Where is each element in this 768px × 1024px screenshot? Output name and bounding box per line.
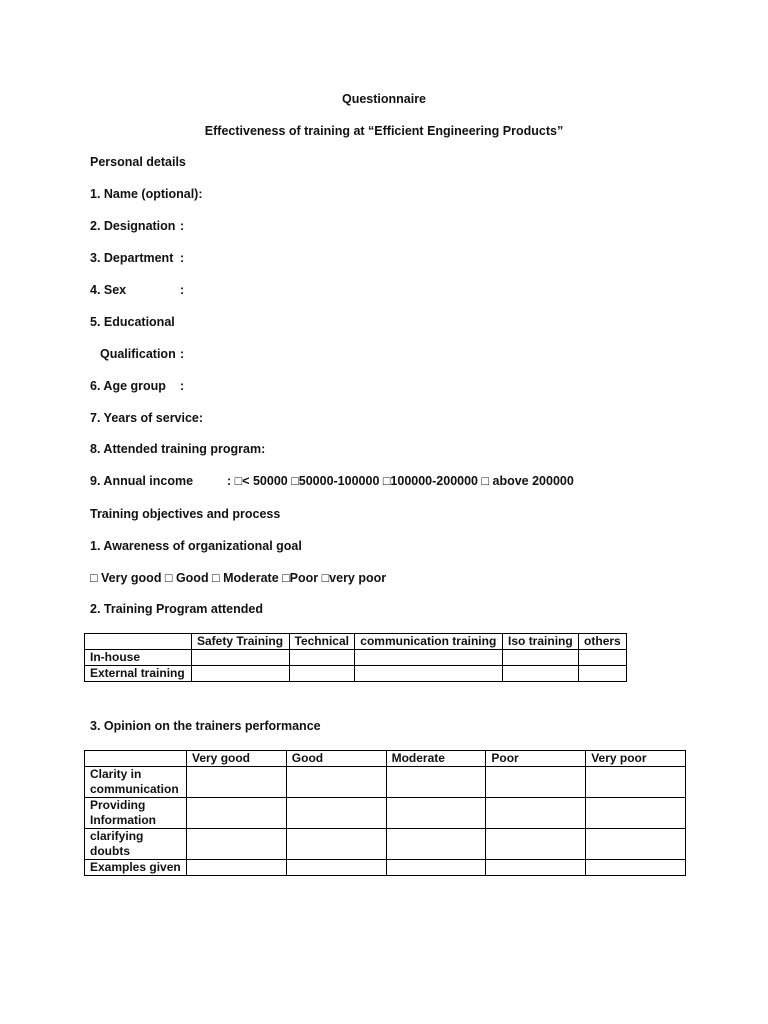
answer-cell[interactable] <box>586 829 686 860</box>
department-label: 3. Department <box>90 251 174 265</box>
table-row <box>85 829 686 860</box>
sex-colon: : <box>180 283 185 297</box>
row-label: In-house <box>85 650 192 666</box>
row-label: Clarity in communication <box>85 767 187 798</box>
answer-cell[interactable] <box>286 798 386 829</box>
sex-label: 4. Sex <box>90 283 127 297</box>
answer-cell[interactable] <box>386 798 486 829</box>
table-header-cell: Moderate <box>386 751 486 767</box>
age-group-label: 6. Age group <box>90 379 166 393</box>
annual-income-options[interactable]: □< 50000 □50000-100000 □100000-200000 □ above 200000 <box>234 474 574 488</box>
answer-cell[interactable] <box>586 860 686 876</box>
awareness-question: 1. Awareness of organizational goal <box>90 539 302 553</box>
table-row <box>85 666 627 682</box>
personal-details-heading: Personal details <box>90 155 186 169</box>
qualification-colon: : <box>180 347 185 361</box>
answer-cell[interactable] <box>386 767 486 798</box>
table-header-cell: Iso training <box>503 634 579 650</box>
answer-cell[interactable] <box>289 666 355 682</box>
answer-cell[interactable] <box>579 666 627 682</box>
table-row <box>85 767 686 798</box>
annual-income-field <box>90 473 574 489</box>
training-objectives-heading: Training objectives and process <box>90 507 281 521</box>
trainer-opinion-question: 3. Opinion on the trainers performance <box>90 719 321 733</box>
answer-cell[interactable] <box>355 666 503 682</box>
answer-cell[interactable] <box>192 666 290 682</box>
answer-cell[interactable] <box>486 829 586 860</box>
attended-training-label: 8. Attended training program: <box>90 442 266 456</box>
table-header-cell <box>85 751 187 767</box>
table-header-row <box>85 751 686 767</box>
answer-cell[interactable] <box>289 650 355 666</box>
answer-cell[interactable] <box>286 860 386 876</box>
answer-cell[interactable] <box>579 650 627 666</box>
answer-cell[interactable] <box>386 829 486 860</box>
answer-cell[interactable] <box>355 650 503 666</box>
answer-cell[interactable] <box>486 798 586 829</box>
qualification-field <box>100 346 184 362</box>
answer-cell[interactable] <box>503 650 579 666</box>
table-row <box>85 860 686 876</box>
age-group-field <box>90 378 184 394</box>
department-colon: : <box>180 251 185 265</box>
row-label: clarifying doubts <box>85 829 187 860</box>
page-title: Questionnaire <box>341 92 427 106</box>
table-header-cell: Technical <box>289 634 355 650</box>
annual-income-colon: : <box>227 474 232 488</box>
table-header-cell: Good <box>286 751 386 767</box>
table-header-cell <box>85 634 192 650</box>
answer-cell[interactable] <box>187 860 287 876</box>
answer-cell[interactable] <box>486 860 586 876</box>
table-header-cell: Very poor <box>586 751 686 767</box>
name-field-label: 1. Name (optional): <box>90 187 203 201</box>
awareness-options[interactable]: □ Very good □ Good □ Moderate □Poor □very poor <box>90 571 387 585</box>
sex-field <box>90 282 184 298</box>
answer-cell[interactable] <box>503 666 579 682</box>
table-header-cell: Safety Training <box>192 634 290 650</box>
table-header-cell: Poor <box>486 751 586 767</box>
educational-label: 5. Educational <box>90 315 175 329</box>
answer-cell[interactable] <box>586 767 686 798</box>
designation-colon: : <box>180 219 185 233</box>
table-row <box>85 650 627 666</box>
table-row <box>85 798 686 829</box>
department-field <box>90 250 184 266</box>
training-program-question: 2. Training Program attended <box>90 602 263 616</box>
qualification-label: Qualification <box>100 347 176 361</box>
designation-label: 2. Designation <box>90 219 176 233</box>
age-group-colon: : <box>180 379 185 393</box>
row-label: Providing Information <box>85 798 187 829</box>
trainer-performance-table <box>84 750 686 876</box>
years-of-service-label: 7. Years of service: <box>90 411 204 425</box>
answer-cell[interactable] <box>286 767 386 798</box>
table-header-cell: communication training <box>355 634 503 650</box>
answer-cell[interactable] <box>192 650 290 666</box>
answer-cell[interactable] <box>187 798 287 829</box>
annual-income-label: 9. Annual income <box>90 474 194 488</box>
answer-cell[interactable] <box>286 829 386 860</box>
table-header-cell: Very good <box>187 751 287 767</box>
answer-cell[interactable] <box>187 829 287 860</box>
answer-cell[interactable] <box>187 767 287 798</box>
training-program-table <box>84 633 627 682</box>
table-header-row <box>85 634 627 650</box>
designation-field <box>90 218 184 234</box>
page-subtitle: Effectiveness of training at “Efficient Engineering Products” <box>204 124 564 138</box>
row-label: Examples given <box>85 860 187 876</box>
table-header-cell: others <box>579 634 627 650</box>
answer-cell[interactable] <box>586 798 686 829</box>
row-label: External training <box>85 666 192 682</box>
answer-cell[interactable] <box>386 860 486 876</box>
answer-cell[interactable] <box>486 767 586 798</box>
